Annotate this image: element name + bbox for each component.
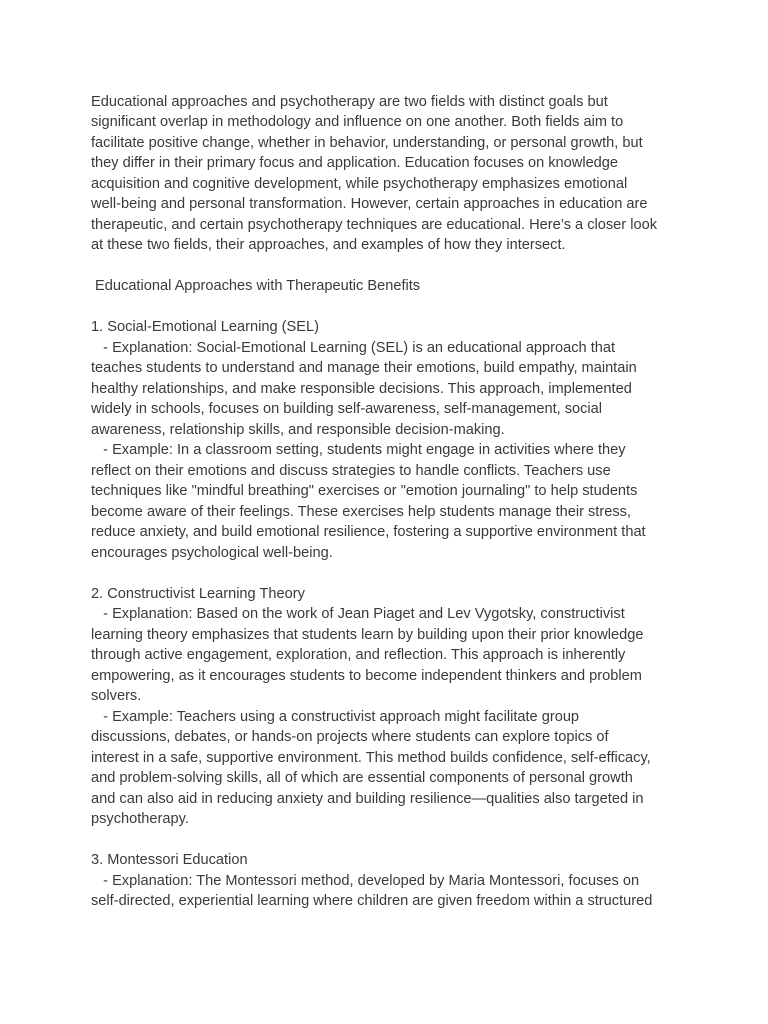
text-line: become aware of their feelings. These exercises help students manage their stress, xyxy=(91,504,631,520)
text-line: - Explanation: Social-Emotional Learning (SEL) is an educational approach that xyxy=(91,340,616,356)
text-line: solvers. xyxy=(91,688,142,704)
text-line: therapeutic, and certain psychotherapy techniques are educational. Here’s a closer look xyxy=(91,217,657,233)
text-line: facilitate positive change, whether in behavior, understanding, or personal growth, but xyxy=(91,135,643,151)
text-line: and problem-solving skills, all of which are essential components of personal growth xyxy=(91,770,633,786)
text-line: awareness, relationship skills, and responsible decision-making. xyxy=(91,422,505,438)
text-line: teaches students to understand and manage their emotions, build empathy, maintain xyxy=(91,360,637,376)
text-line: and can also aid in reducing anxiety and building resilience—qualities also targeted in xyxy=(91,791,644,807)
text-line: through active engagement, exploration, and reflection. This approach is inherently xyxy=(91,647,626,663)
text-line: psychotherapy. xyxy=(91,811,189,827)
text-line: at these two fields, their approaches, and examples of how they intersect. xyxy=(91,237,566,253)
text-line: interest in a safe, supportive environment. This method builds confidence, self-efficacy, xyxy=(91,750,651,766)
text-line: healthy relationships, and make responsible decisions. This approach, implemented xyxy=(91,381,632,397)
text-line: Educational approaches and psychotherapy are two fields with distinct goals but xyxy=(91,94,608,110)
text-line: reduce anxiety, and build emotional resilience, fostering a supportive environment that xyxy=(91,524,646,540)
text-line: learning theory emphasizes that students learn by building upon their prior knowledge xyxy=(91,627,644,643)
text-line: discussions, debates, or hands-on projects where students can explore topics of xyxy=(91,729,609,745)
text-line: well-being and personal transformation. However, certain approaches in education are xyxy=(91,196,648,212)
text-line: empowering, as it encourages students to become independent thinkers and problem xyxy=(91,668,642,684)
text-line: self-directed, experiential learning where children are given freedom within a structured xyxy=(91,893,653,909)
text-line: - Example: In a classroom setting, students might engage in activities where they xyxy=(91,442,626,458)
text-line: they differ in their primary focus and application. Education focuses on knowledge xyxy=(91,155,619,171)
text-line: - Example: Teachers using a constructivist approach might facilitate group xyxy=(91,709,580,725)
list-item-heading: 1. Social-Emotional Learning (SEL) xyxy=(91,319,319,335)
text-line: acquisition and cognitive development, while psychotherapy emphasizes emotional xyxy=(91,176,628,192)
text-line: - Explanation: Based on the work of Jean Piaget and Lev Vygotsky, constructivist xyxy=(91,606,625,622)
list-item-heading: 3. Montessori Education xyxy=(91,852,248,868)
section-heading: Educational Approaches with Therapeutic Benefits xyxy=(91,278,421,294)
text-line: significant overlap in methodology and influence on one another. Both fields aim to xyxy=(91,114,624,130)
text-line: encourages psychological well-being. xyxy=(91,545,333,561)
text-line: techniques like "mindful breathing" exercises or "emotion journaling" to help students xyxy=(91,483,638,499)
text-line: widely in schools, focuses on building self-awareness, self-management, social xyxy=(91,401,603,417)
list-item-heading: 2. Constructivist Learning Theory xyxy=(91,586,305,602)
text-line: reflect on their emotions and discuss strategies to handle conflicts. Teachers use xyxy=(91,463,611,479)
text-line: - Explanation: The Montessori method, developed by Maria Montessori, focuses on xyxy=(91,873,640,889)
